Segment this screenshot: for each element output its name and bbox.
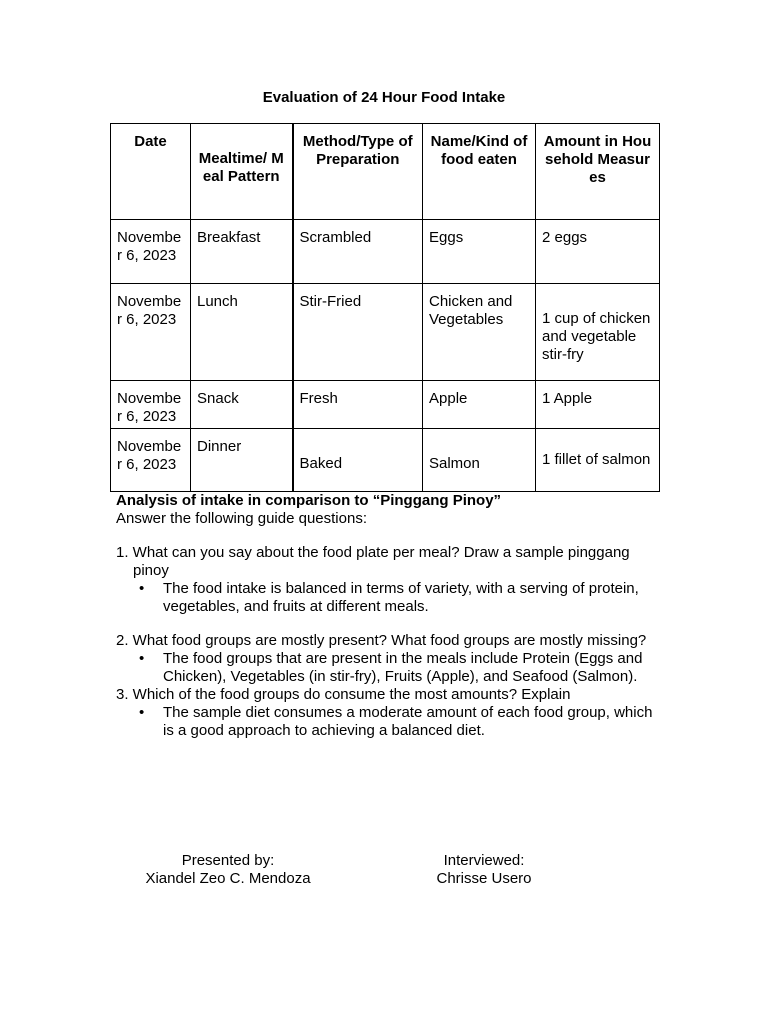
question-3: 3. Which of the food groups do consume the most amounts? Explain [116, 686, 571, 703]
interviewed-block [404, 852, 564, 888]
row-date: November 6, 2023 [111, 284, 191, 381]
table-row [111, 284, 660, 381]
table-header-row [111, 124, 660, 220]
answer-2 [116, 650, 656, 686]
row-method: Stir-Fried [293, 284, 423, 381]
row-method: Scrambled [293, 220, 423, 284]
presented-by-label: Presented by: [181, 852, 275, 869]
analysis-section [116, 492, 656, 740]
presented-by-block [128, 852, 328, 888]
interviewee-name: Chrisse Usero [436, 870, 532, 887]
answer-3-text: The sample diet consumes a moderate amount of each food group, which is a good approach to achieving a balanced diet. [163, 704, 653, 739]
answer-1-text: The food intake is balanced in terms of variety, with a serving of protein, vegetables, and fruits at different meals. [163, 580, 639, 615]
row-food: Chicken and Vegetables [423, 284, 536, 381]
bullet-icon: • [139, 704, 145, 721]
row-amount: 1 cup of chicken and vegetable stir-fry [536, 284, 660, 381]
answer-3 [116, 704, 656, 740]
bullet-icon: • [139, 580, 145, 597]
row-food: Salmon [423, 429, 536, 492]
interviewed-label: Interviewed: [443, 852, 525, 869]
analysis-intro: Answer the following guide questions: [116, 510, 367, 527]
document-title: Evaluation of 24 Hour Food Intake [262, 89, 506, 106]
question-2: 2. What food groups are mostly present? What food groups are mostly missing? [116, 632, 647, 649]
row-method: Baked [293, 429, 423, 492]
row-food: Eggs [423, 220, 536, 284]
analysis-heading: Analysis of intake in comparison to “Pinggang Pinoy” [116, 492, 502, 509]
bullet-icon: • [139, 650, 145, 667]
row-meal: Dinner [191, 429, 293, 492]
row-date: November 6, 2023 [111, 220, 191, 284]
answer-1 [116, 580, 656, 616]
row-amount: 1 fillet of salmon [536, 429, 660, 492]
row-amount: 1 Apple [536, 381, 660, 429]
header-mealtime: Mealtime/ Meal Pattern [191, 124, 293, 220]
header-date: Date [111, 124, 191, 220]
answer-2-text: The food groups that are present in the meals include Protein (Eggs and Chicken), Vegetables (in stir-fry), Fruits (Apple), and Seafood (Salmon). [163, 650, 643, 685]
table-row [111, 381, 660, 429]
header-amount: Amount in Household Measures [536, 124, 660, 220]
row-method: Fresh [293, 381, 423, 429]
row-meal: Lunch [191, 284, 293, 381]
row-meal: Breakfast [191, 220, 293, 284]
row-date: November 6, 2023 [111, 429, 191, 492]
table-row [111, 220, 660, 284]
food-intake-table [110, 123, 660, 492]
table-row [111, 429, 660, 492]
row-food: Apple [423, 381, 536, 429]
row-amount: 2 eggs [536, 220, 660, 284]
presenter-name: Xiandel Zeo C. Mendoza [145, 870, 311, 887]
row-meal: Snack [191, 381, 293, 429]
row-date: November 6, 2023 [111, 381, 191, 429]
header-method: Method/Type of Preparation [293, 124, 423, 220]
question-1: 1. What can you say about the food plate per meal? Draw a sample pinggang pinoy [116, 544, 630, 579]
header-food-name: Name/Kind of food eaten [423, 124, 536, 220]
